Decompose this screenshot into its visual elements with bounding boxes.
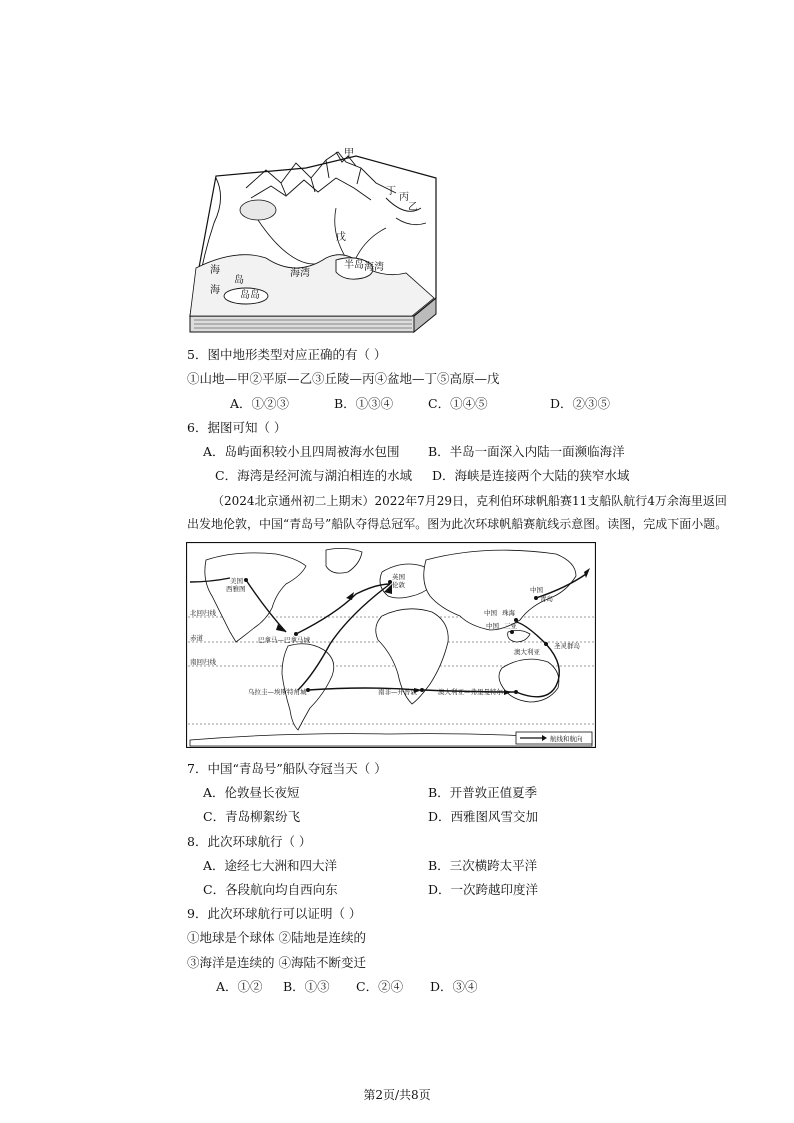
q6-option-c[interactable]: C．海湾是经河流与湖泊相连的水域 xyxy=(215,468,413,483)
q5-statement: ①山地—甲②平原—乙③丘陵—丙④盆地—丁⑤高原—戊 xyxy=(187,371,500,386)
label-hai: 海 xyxy=(210,285,220,296)
intro-line-1: （2024北京通州初二上期末）2022年7月29日，克利伯环球帆船赛11支船队航行4万余海里返回 xyxy=(212,494,727,508)
label-bandao: 半岛 xyxy=(344,260,364,271)
q7-option-c[interactable]: C．青岛柳絮纷飞 xyxy=(203,809,301,824)
label-daodao: 岛岛 xyxy=(240,290,260,301)
place-australia-fremantle: 澳大利亚—弗里曼特尔 xyxy=(438,688,503,696)
q5-stem: 5．图中地形类型对应正确的有（ ） xyxy=(187,347,387,362)
q9-option-c[interactable]: C．②④ xyxy=(356,979,404,994)
label-haiwan1: 海湾 xyxy=(290,268,310,279)
label-hai2: 海 xyxy=(210,265,220,276)
place-london: 伦敦 xyxy=(392,581,405,589)
q9-statement-1: ①地球是个球体 ②陆地是连续的 xyxy=(187,930,366,945)
q7-option-a[interactable]: A．伦敦昼长夜短 xyxy=(203,785,300,800)
q9-statement-2: ③海洋是连续的 ④海陆不断变迁 xyxy=(187,955,366,970)
q8-stem: 8．此次环球航行（ ） xyxy=(187,834,312,849)
map-legend-label: 航线和航向 xyxy=(550,735,583,743)
terrain-diagram xyxy=(186,148,440,338)
label-haiwan2: 海湾 xyxy=(364,262,384,273)
place-australia: 澳大利亚 xyxy=(514,648,540,656)
route-map xyxy=(186,542,596,748)
label-dao: 岛 xyxy=(234,275,244,286)
intro-line-2: 出发地伦敦，中国“青岛号”船队夺得总冠军。图为此次环球帆船赛航线示意图。读图，完成下面小题。 xyxy=(187,517,728,531)
place-china-2: 中国 xyxy=(484,609,497,617)
q5-option-d[interactable]: D．②③⑤ xyxy=(550,396,611,411)
q5-option-b[interactable]: B．①③④ xyxy=(334,396,394,411)
q6-stem: 6．据图可知（ ） xyxy=(187,420,287,435)
label-ding: 丁 xyxy=(386,186,396,197)
place-zhuhai: 珠海 xyxy=(502,609,515,617)
q9-stem: 9．此次环球航行可以证明（ ） xyxy=(187,906,362,921)
label-jia: 甲 xyxy=(344,148,354,159)
q8-option-b[interactable]: B．三次横跨太平洋 xyxy=(428,858,538,873)
q6-option-b[interactable]: B．半岛一面深入内陆一面濒临海洋 xyxy=(428,444,625,459)
terrain-figure xyxy=(186,148,440,338)
place-panama: 巴拿马—巴拿马城 xyxy=(258,636,310,644)
south-tropic-label: 南回归线 xyxy=(190,658,216,666)
q8-option-c[interactable]: C．各段航向均自西向东 xyxy=(203,882,338,897)
label-yi: 乙 xyxy=(408,202,418,213)
q6-option-a[interactable]: A．岛屿面积较小且四周被海水包围 xyxy=(203,444,400,459)
q8-option-a[interactable]: A．途经七大洲和四大洋 xyxy=(203,858,338,873)
q7-option-d[interactable]: D．西雅图风雪交加 xyxy=(428,809,539,824)
q6-option-d[interactable]: D．海峡是连接两个大陆的狭窄水域 xyxy=(432,468,630,483)
place-china-1: 中国 xyxy=(530,586,543,594)
q9-option-d[interactable]: D．③④ xyxy=(430,979,478,994)
q9-option-b[interactable]: B．①③ xyxy=(283,979,330,994)
route-map-svg xyxy=(186,542,596,748)
place-south-africa: 南非—开普敦 xyxy=(378,688,417,696)
place-uk: 英国 xyxy=(392,573,405,581)
place-whitsunday: 圣灵群岛 xyxy=(554,642,580,650)
label-wu: 戊 xyxy=(336,232,346,243)
q9-option-a[interactable]: A．①② xyxy=(216,979,263,994)
equator-label: 赤道 xyxy=(190,634,203,642)
q5-option-c[interactable]: C．①④⑤ xyxy=(428,396,488,411)
q7-option-b[interactable]: B．开普敦正值夏季 xyxy=(428,785,538,800)
label-bing: 丙 xyxy=(399,192,409,203)
place-usa: 美国 xyxy=(230,577,243,585)
q7-stem: 7．中国“青岛号”船队夺冠当天（ ） xyxy=(187,761,387,776)
place-sanya: 三亚 xyxy=(504,622,517,630)
place-uruguay: 乌拉圭—埃斯特角城 xyxy=(248,688,307,696)
place-qingdao: 青岛 xyxy=(540,595,553,603)
q5-option-a[interactable]: A．①②③ xyxy=(230,396,290,411)
page-number: 第2页/共8页 xyxy=(363,1088,431,1102)
q8-option-d[interactable]: D．一次跨越印度洋 xyxy=(428,882,539,897)
place-china-3: 中国 xyxy=(486,622,499,630)
north-tropic-label: 北回归线 xyxy=(190,609,216,617)
place-seattle: 西雅图 xyxy=(226,585,246,593)
